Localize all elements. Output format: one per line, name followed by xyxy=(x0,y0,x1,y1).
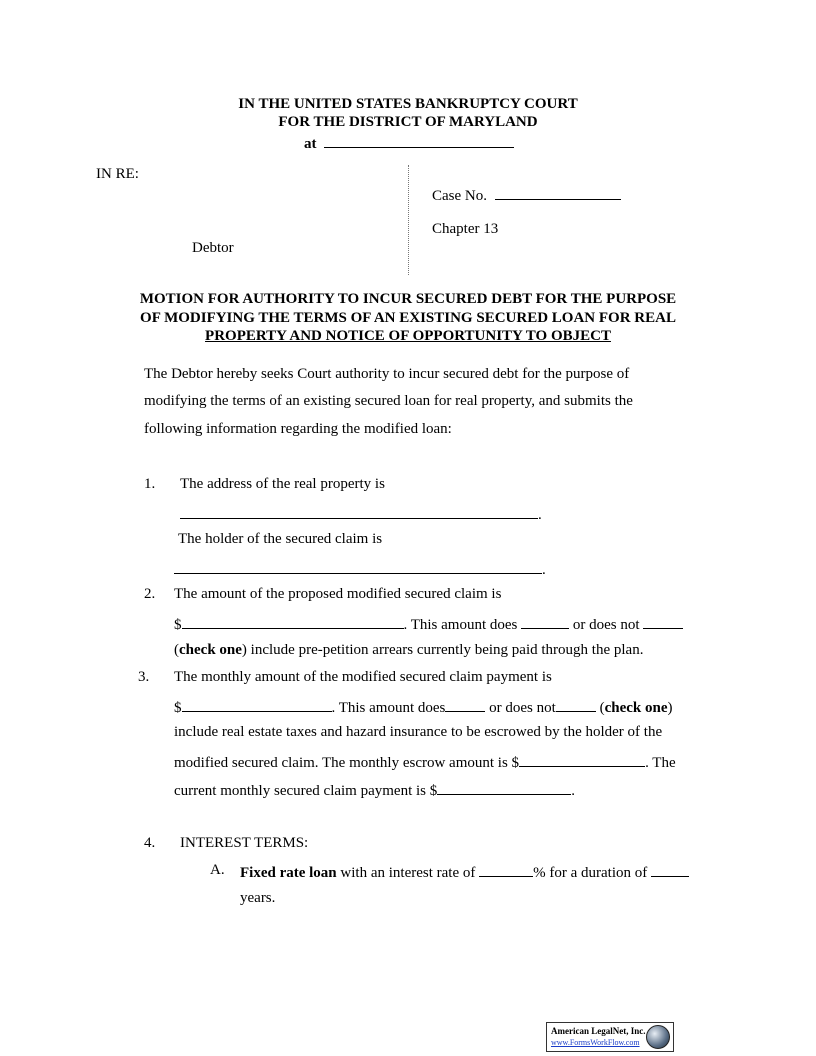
court-location xyxy=(304,133,514,153)
fixed-rate-loan-text: Fixed rate loan xyxy=(240,865,337,881)
or-does-not-text: or does not xyxy=(572,617,640,633)
item1-address-label: The address of the real property is xyxy=(180,476,385,492)
item2-line1: The amount of the proposed modified secured claim is xyxy=(174,586,502,602)
item3-line2: $ . This amount does or does not (check one) xyxy=(174,697,672,717)
duration-blank[interactable] xyxy=(651,862,689,877)
interest-rate-label: with an interest rate of xyxy=(340,865,476,881)
globe-icon xyxy=(646,1025,670,1049)
chapter-label: Chapter 13 xyxy=(432,221,499,237)
does-not-blank[interactable] xyxy=(556,697,596,712)
interest-rate-blank[interactable] xyxy=(479,862,533,877)
item2-number: 2. xyxy=(144,586,156,602)
item3-number: 3. xyxy=(138,669,150,685)
item1-address-field: . xyxy=(180,504,542,524)
case-number xyxy=(432,185,621,205)
this-amount-does-text: . This amount does xyxy=(331,700,446,716)
monthly-payment-blank[interactable] xyxy=(182,697,332,712)
current-payment-label: current monthly secured claim payment is $ xyxy=(174,783,438,799)
duration-label: % for a duration of xyxy=(533,865,648,881)
claim-amount-blank[interactable] xyxy=(182,614,404,629)
logo-company-name: American LegalNet, Inc. xyxy=(551,1026,646,1036)
at-label: at xyxy=(304,136,317,152)
court-name-line2: FOR THE DISTRICT OF MARYLAND xyxy=(278,114,538,130)
item2-line3: (check one) include pre-petition arrears currently being paid through the plan. xyxy=(174,642,644,658)
item3-line4 xyxy=(174,752,676,772)
item3-line3: include real estate taxes and hazard insurance to be escrowed by the holder of the xyxy=(174,724,663,740)
does-not-blank[interactable] xyxy=(643,614,683,629)
item4a-line1 xyxy=(240,862,689,882)
check-one-text: check one xyxy=(179,642,242,658)
american-legalnet-logo[interactable] xyxy=(546,1022,674,1052)
caption-divider xyxy=(408,165,409,275)
item4-number: 4. xyxy=(144,835,156,851)
dollar-sign: $ xyxy=(174,700,182,716)
intro-line2: modifying the terms of an existing secured loan for real property, and submits the xyxy=(144,393,633,409)
case-no-label: Case No. xyxy=(432,188,487,204)
item4-label: INTEREST TERMS: xyxy=(180,835,309,851)
item3-line1: The monthly amount of the modified secured claim payment is xyxy=(174,669,552,685)
debtor-label: Debtor xyxy=(192,240,234,256)
item2-line2 xyxy=(174,614,683,634)
court-name-line1: IN THE UNITED STATES BANKRUPTCY COURT xyxy=(238,96,578,112)
in-re-label: IN RE: xyxy=(96,166,139,182)
check-one-text: check one xyxy=(604,700,668,716)
holder-blank[interactable] xyxy=(174,559,542,574)
item1-holder-label: The holder of the secured claim is xyxy=(178,531,383,547)
item3-line5: current monthly secured claim payment is $ . xyxy=(174,780,575,800)
intro-line3: following information regarding the modified loan: xyxy=(144,421,452,437)
item1-number: 1. xyxy=(144,476,156,492)
does-blank[interactable] xyxy=(521,614,569,629)
escrow-amount-blank[interactable] xyxy=(519,752,645,767)
does-blank[interactable] xyxy=(445,697,485,712)
address-blank[interactable] xyxy=(180,504,538,519)
logo-website-link[interactable]: www.FormsWorkFlow.com xyxy=(551,1038,640,1047)
case-no-blank[interactable] xyxy=(495,185,621,200)
location-blank[interactable] xyxy=(324,133,514,148)
dollar-sign: $ xyxy=(174,617,182,633)
item4a-letter: A. xyxy=(210,862,225,878)
item4a-years: years. xyxy=(240,890,276,906)
item1-holder-field: . xyxy=(174,559,546,579)
motion-title-line1: MOTION FOR AUTHORITY TO INCUR SECURED DEBT FOR THE PURPOSE xyxy=(139,291,677,307)
this-amount-does-text: . This amount does xyxy=(403,617,518,633)
item2-line3-rest: ) include pre-petition arrears currently being paid through the plan. xyxy=(241,642,644,658)
intro-line1: The Debtor hereby seeks Court authority to incur secured debt for the purpose of xyxy=(144,366,630,382)
or-does-not-text: or does not xyxy=(489,700,556,716)
current-payment-blank[interactable] xyxy=(437,780,571,795)
motion-title-line2: OF MODIFYING THE TERMS OF AN EXISTING SECURED LOAN FOR REAL xyxy=(140,310,676,326)
escrow-amount-label: modified secured claim. The monthly escrow amount is $ xyxy=(174,755,520,771)
item3-line4-end: . The xyxy=(645,755,676,771)
motion-title-line3: PROPERTY AND NOTICE OF OPPORTUNITY TO OBJECT xyxy=(205,328,611,344)
